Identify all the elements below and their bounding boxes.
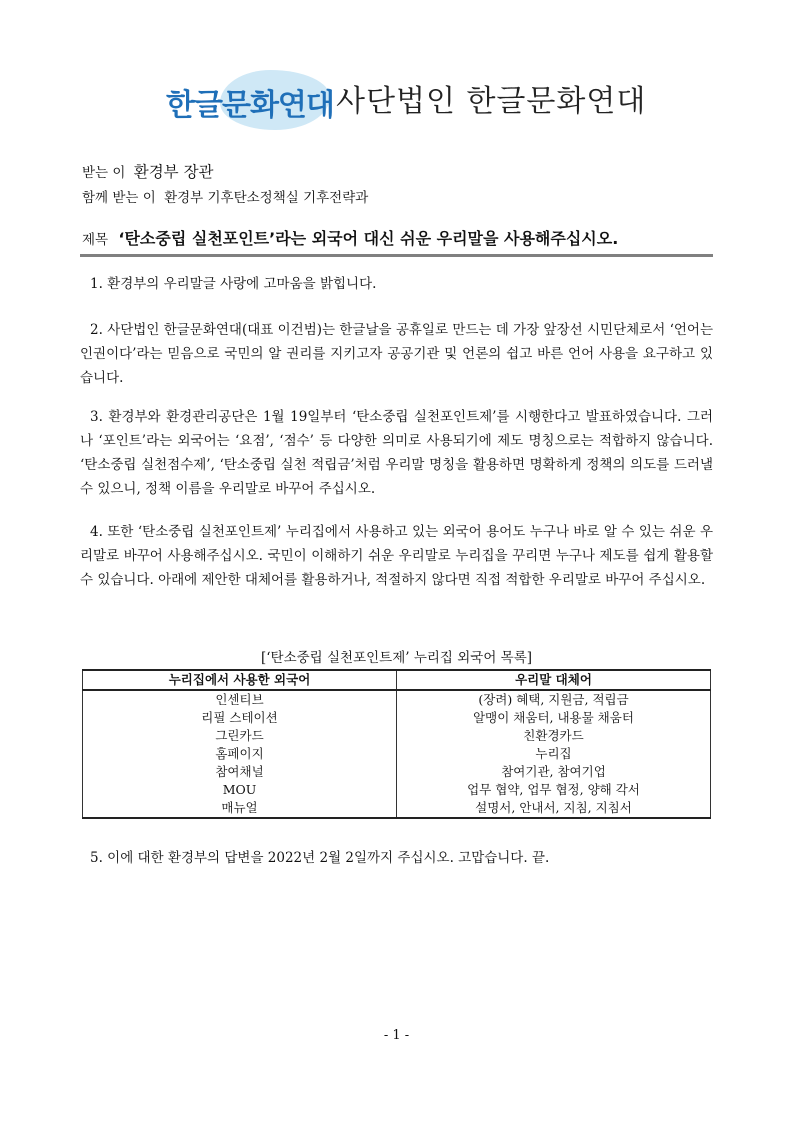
korean-replacement: (장려) 혜택, 지원금, 적립금 [397,690,711,709]
cc-line [82,186,368,206]
korean-replacement: 알맹이 채움터, 내용물 채움터 [397,709,711,727]
table-row [83,690,711,709]
table-header-foreign: 누리집에서 사용한 외국어 [83,670,397,690]
korean-replacement: 업무 협약, 업무 협정, 양해 각서 [397,781,711,799]
korean-replacement: 참여기관, 참여기업 [397,763,711,781]
korean-replacement: 친환경카드 [397,727,711,745]
page-number: - 1 - [383,1028,410,1043]
foreign-term: 매뉴얼 [83,799,397,818]
subject-title: ‘탄소중립 실천포인트’라는 외국어 대신 쉬운 우리말을 사용해주십시오. [118,229,619,248]
table-row [83,709,711,727]
cc-label: 함께 받는 이 [82,190,156,206]
recipient-label: 받는 이 [82,165,126,181]
subject-divider [80,254,713,257]
organization-name: 사단법인 한글문화연대 [336,84,647,119]
paragraph-1: 1. 환경부의 우리말글 사랑에 고마움을 밝힙니다. [90,276,377,292]
paragraph-4: 4. 또한 ‘탄소중립 실천포인트제’ 누리집에서 사용하고 있는 외국어 용어도 누구나 바로 알 수 있는 쉬운 우리말로 바꾸어 사용해주십시오. 국민이 이해하기 쉬운 우리말로 누리집을 꾸리면 누구나 제도를 쉽게 활용할 수 있습니다. 아래에 제안한 대체어를 활용하거나, 적절하지 않다면 직접 적합한 우리말로 바꾸어 주십시오. [80,524,713,588]
recipient-value: 환경부 장관 [133,163,214,181]
foreign-term: 그린카드 [83,727,397,745]
foreign-word-table [82,669,711,819]
table-caption: [‘탄소중립 실천포인트제’ 누리집 외국어 목록] [260,650,533,666]
paragraph-2: 2. 사단법인 한글문화연대(대표 이건범)는 한글날을 공휴일로 만드는 데 가장 앞장선 시민단체로서 ‘언어는 인권이다’라는 믿음으로 국민의 알 권리를 지키고자 공공기관 및 언론의 쉽고 바른 언어 사용을 요구하고 있습니다. [80,322,713,386]
subject-line [82,226,712,249]
subject-label: 제목 [82,232,109,248]
korean-replacement: 설명서, 안내서, 지침, 지침서 [397,799,711,818]
korean-replacement: 누리집 [397,745,711,763]
table-row [83,727,711,745]
logo-text: 한글문화연대 [166,88,334,123]
recipient-line [82,160,214,182]
foreign-term: 홈페이지 [83,745,397,763]
foreign-term: 리필 스테이션 [83,709,397,727]
table-row [83,745,711,763]
closing-paragraph: 5. 이에 대한 환경부의 답변을 2022년 2월 2일까지 주십시오. 고맙습니다. 끝. [90,850,550,866]
foreign-term: MOU [83,781,397,799]
table-row [83,781,711,799]
letterhead [0,0,793,140]
foreign-term: 참여채널 [83,763,397,781]
table-header-row [83,670,711,690]
table-row [83,763,711,781]
logo [156,66,346,132]
table-header-korean: 우리말 대체어 [397,670,711,690]
cc-value: 환경부 기후탄소정책실 기후전략과 [164,190,369,206]
table-row [83,799,711,818]
foreign-term: 인센티브 [83,690,397,709]
paragraph-3: 3. 환경부와 환경관리공단은 1월 19일부터 ‘탄소중립 실천포인트제’를 시행한다고 발표하였습니다. 그러나 ‘포인트’라는 외국어는 ‘요점’, ‘점수’ 등 다양한 의미로 사용되기에 제도 명칭으로는 적합하지 않습니다. ‘탄소중립 실천점수제’, ‘탄소중립 실천 적립금’처럼 우리말 명칭을 활용하면 명확하게 정책의 의도를 드러낼 수 있으니, 정책 이름을 우리말로 바꾸어 주십시오. [80,409,713,497]
